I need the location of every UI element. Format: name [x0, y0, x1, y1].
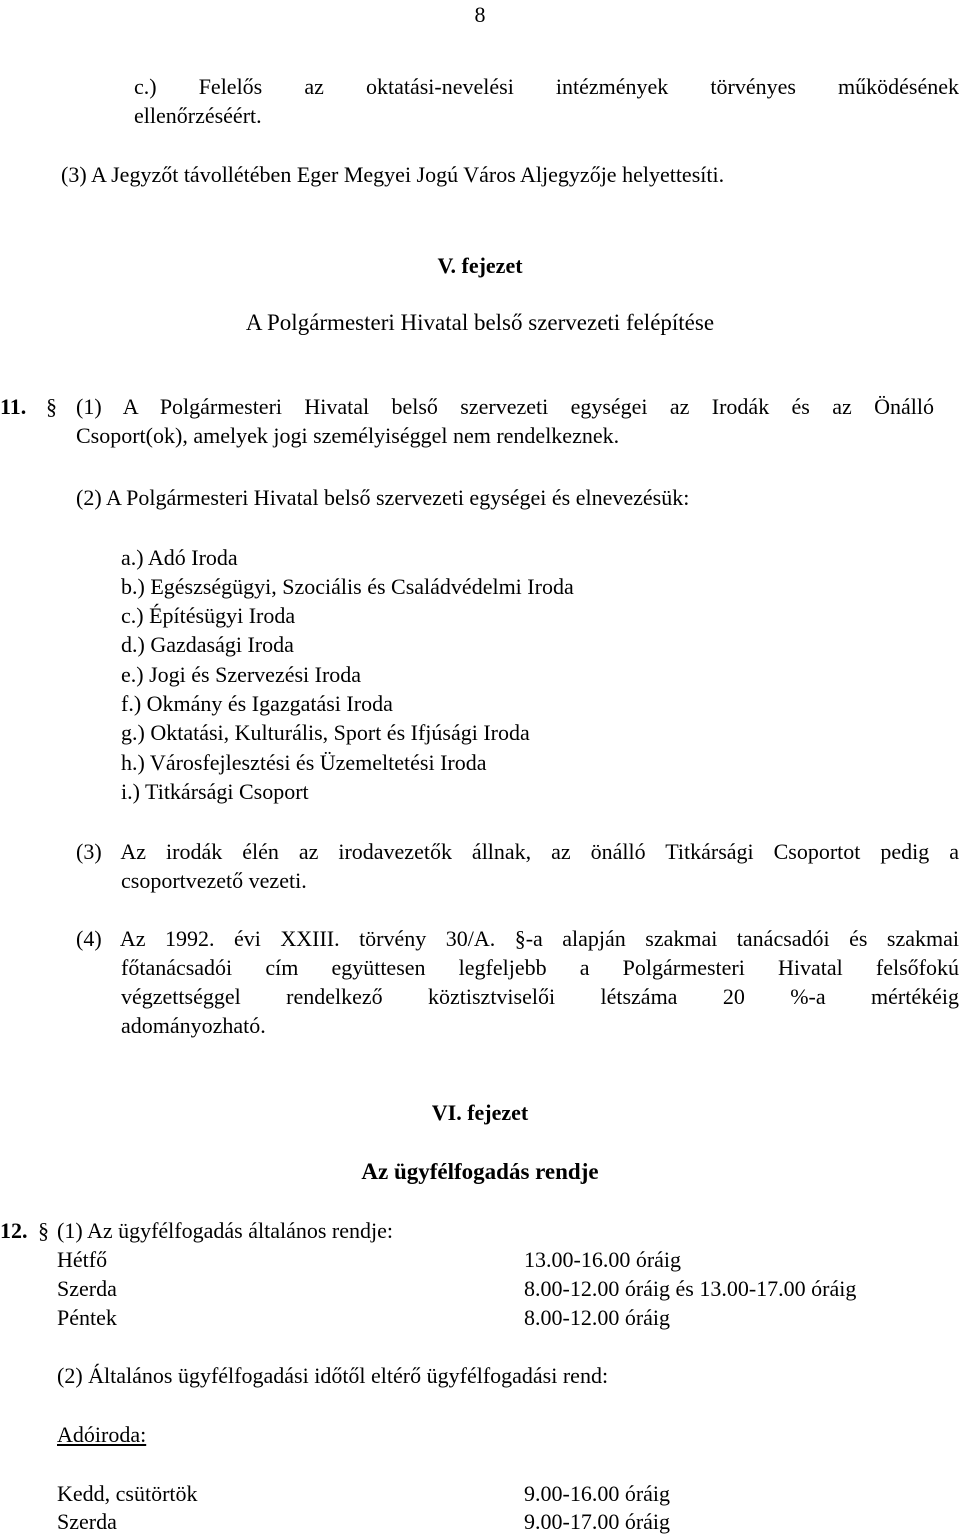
section-11-para-4-line-2: főtanácsadói cím együttesen legfeljebb a Polgármesteri Hivatal felsőfokú — [121, 955, 959, 980]
tax-office-heading: Adóiroda: — [57, 1422, 147, 1447]
chapter-5-heading: V. fejezet — [437, 253, 523, 278]
item-c-line-1: c.) Felelős az oktatási-nevelési intézmények törvényes működésének — [134, 74, 959, 99]
section-11-para-1-line-1: (1) A Polgármesteri Hivatal belső szervezeti egységei az Irodák és az Önálló — [76, 394, 934, 419]
unit-list-item: g.) Oktatási, Kulturális, Sport és Ifjúsági Iroda — [121, 720, 530, 745]
section-11-para-4-line-1: (4) Az 1992. évi XXIII. törvény 30/A. §-a alapján szakmai tanácsadói és szakmai — [76, 926, 959, 951]
schedule-hours: 13.00-16.00 óráig — [524, 1247, 682, 1272]
paragraph-3-deputy: (3) A Jegyzőt távollétében Eger Megyei Jogú Város Aljegyzője helyettesíti. — [61, 162, 725, 187]
section-11-para-1-line-2: Csoport(ok), amelyek jogi személyiséggel nem rendelkeznek. — [76, 423, 620, 448]
unit-list-item: a.) Adó Iroda — [121, 545, 238, 570]
unit-list-item: i.) Titkársági Csoport — [121, 779, 309, 804]
schedule-day: Kedd, csütörtök — [57, 1481, 198, 1506]
chapter-6-heading: VI. fejezet — [431, 1100, 529, 1125]
schedule-hours: 8.00-12.00 óráig — [524, 1305, 671, 1330]
section-symbol: § — [38, 1218, 49, 1243]
unit-list-item: h.) Városfejlesztési és Üzemeltetési Iroda — [121, 750, 487, 775]
unit-list-item: f.) Okmány és Igazgatási Iroda — [121, 691, 393, 716]
unit-list-item: c.) Építésügyi Iroda — [121, 603, 296, 628]
schedule-hours: 9.00-16.00 óráig — [524, 1481, 671, 1506]
section-11-para-2: (2) A Polgármesteri Hivatal belső szervezeti egységei és elnevezésük: — [76, 485, 690, 510]
section-12-para-2: (2) Általános ügyfélfogadási időtől eltérő ügyfélfogadási rend: — [57, 1363, 609, 1388]
item-c-line-2: ellenőrzéséért. — [134, 103, 262, 128]
section-11-para-4-line-4: adományozható. — [121, 1013, 266, 1038]
unit-list-item: e.) Jogi és Szervezési Iroda — [121, 662, 362, 687]
schedule-day: Szerda — [57, 1509, 117, 1534]
chapter-5-title: A Polgármesteri Hivatal belső szervezeti felépítése — [245, 310, 715, 335]
schedule-day: Hétfő — [57, 1247, 108, 1272]
schedule-hours: 9.00-17.00 óráig — [524, 1509, 671, 1534]
schedule-day: Szerda — [57, 1276, 117, 1301]
schedule-day: Péntek — [57, 1305, 117, 1330]
schedule-hours: 8.00-12.00 óráig és 13.00-17.00 óráig — [524, 1276, 857, 1301]
section-12-number: 12. — [0, 1218, 28, 1243]
chapter-6-title: Az ügyfélfogadás rendje — [361, 1159, 599, 1184]
section-12-para-1: (1) Az ügyfélfogadás általános rendje: — [57, 1218, 393, 1243]
unit-list-item: b.) Egészségügyi, Szociális és Családvédelmi Iroda — [121, 574, 574, 599]
section-11-para-3-line-1: (3) Az irodák élén az irodavezetők állnak, az önálló Titkársági Csoportot pedig a — [76, 839, 959, 864]
section-symbol: § — [46, 394, 57, 419]
section-11-para-3-line-2: csoportvezető vezeti. — [121, 868, 307, 893]
section-11-para-4-line-3: végzettséggel rendelkező köztisztviselői létszáma 20 %-a mértékéig — [121, 984, 959, 1009]
unit-list-item: d.) Gazdasági Iroda — [121, 632, 294, 657]
section-11-number: 11. — [0, 394, 27, 419]
page-number: 8 — [474, 2, 486, 27]
